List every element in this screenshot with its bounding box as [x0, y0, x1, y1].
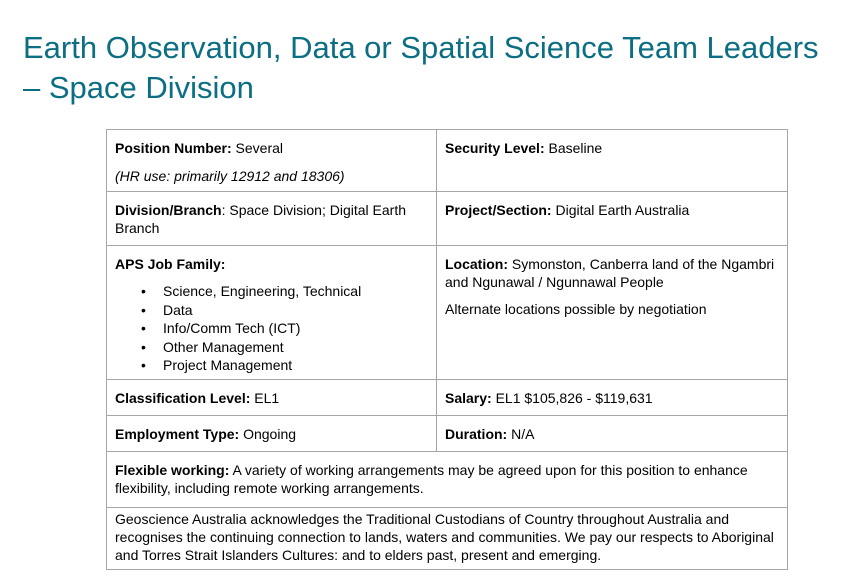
- list-item: [141, 338, 429, 357]
- position-details-table: [106, 129, 788, 570]
- table-row: [107, 192, 788, 246]
- division-branch-cell: [107, 192, 437, 246]
- division-branch-label: Division/Branch: [115, 202, 222, 218]
- alternate-locations-text: Alternate locations possible by negotiation: [445, 301, 707, 317]
- duration-value: N/A: [507, 425, 535, 442]
- salary-value: EL1 $105,826 - $119,631: [491, 389, 653, 406]
- acknowledgement-cell: [107, 507, 788, 569]
- position-number-line: [115, 139, 429, 157]
- classification-cell: [107, 379, 437, 415]
- security-level-cell: [437, 130, 788, 192]
- classification-value: EL1: [250, 389, 280, 406]
- job-family-item: Other Management: [163, 338, 284, 355]
- job-family-list: [115, 282, 429, 375]
- project-section-cell: [437, 192, 788, 246]
- table-row: [107, 451, 788, 507]
- division-branch-value: : Space Division; Digital Earth Branch: [115, 202, 407, 236]
- list-item: [141, 301, 429, 320]
- bullet-icon: •: [141, 338, 146, 355]
- acknowledgement-text: Geoscience Australia acknowledges the Traditional Custodians of Country throughout Australia and recognises the continuing connection to lands, waters and communities. We pay our respects to Aboriginal and Torres Strait Islanders Cultures: and to elders past, present and emerging.: [115, 510, 774, 563]
- list-item: [141, 282, 429, 301]
- flexible-working-value: A variety of working arrangements may be agreed upon for this position to enhance flexibility, including remote working arrangements.: [115, 461, 748, 496]
- position-number-label: Position Number:: [115, 140, 232, 156]
- job-family-cell: [107, 246, 437, 380]
- table-row: [107, 130, 788, 192]
- job-family-item: Project Management: [163, 357, 293, 373]
- job-family-item: Info/Comm Tech (ICT): [163, 320, 301, 336]
- bullet-icon: •: [141, 283, 146, 299]
- job-family-item: Data: [163, 301, 193, 318]
- table-row: [107, 246, 788, 380]
- employment-type-label: Employment Type:: [115, 425, 240, 442]
- salary-cell: [437, 379, 788, 415]
- bullet-icon: •: [141, 320, 146, 336]
- project-section-label: Project/Section:: [445, 202, 552, 218]
- location-cell: [437, 246, 788, 380]
- location-label: Location:: [445, 256, 508, 272]
- job-family-label: APS Job Family:: [115, 256, 226, 272]
- location-value: Symonston, Canberra land of the Ngambri and Ngunawal / Ngunnawal People: [445, 256, 775, 290]
- employment-type-cell: [107, 415, 437, 451]
- flexible-working-label: Flexible working:: [115, 461, 230, 478]
- security-level-label: Security Level:: [445, 140, 545, 156]
- page-title: Earth Observation, Data or Spatial Science Team Leaders – Space Division: [23, 30, 819, 105]
- list-item: [141, 319, 429, 338]
- position-number-value: Several: [231, 140, 284, 156]
- bullet-icon: •: [141, 301, 146, 318]
- salary-label: Salary:: [445, 389, 492, 406]
- table-row: [107, 379, 788, 415]
- list-item: [141, 356, 429, 375]
- classification-label: Classification Level:: [115, 389, 251, 406]
- position-number-cell: [107, 130, 437, 192]
- job-family-item: Science, Engineering, Technical: [163, 283, 362, 299]
- duration-cell: [437, 415, 788, 451]
- flexible-working-cell: [107, 451, 788, 507]
- project-section-value: Digital Earth Australia: [551, 202, 690, 218]
- hr-use-note: (HR use: primarily 12912 and 18306): [115, 168, 345, 184]
- bullet-icon: •: [141, 357, 146, 373]
- security-level-value: Baseline: [544, 140, 603, 156]
- table-row: [107, 415, 788, 451]
- location-line: [445, 255, 780, 291]
- employment-type-value: Ongoing: [239, 425, 297, 442]
- table-row: [107, 507, 788, 569]
- duration-label: Duration:: [445, 425, 508, 442]
